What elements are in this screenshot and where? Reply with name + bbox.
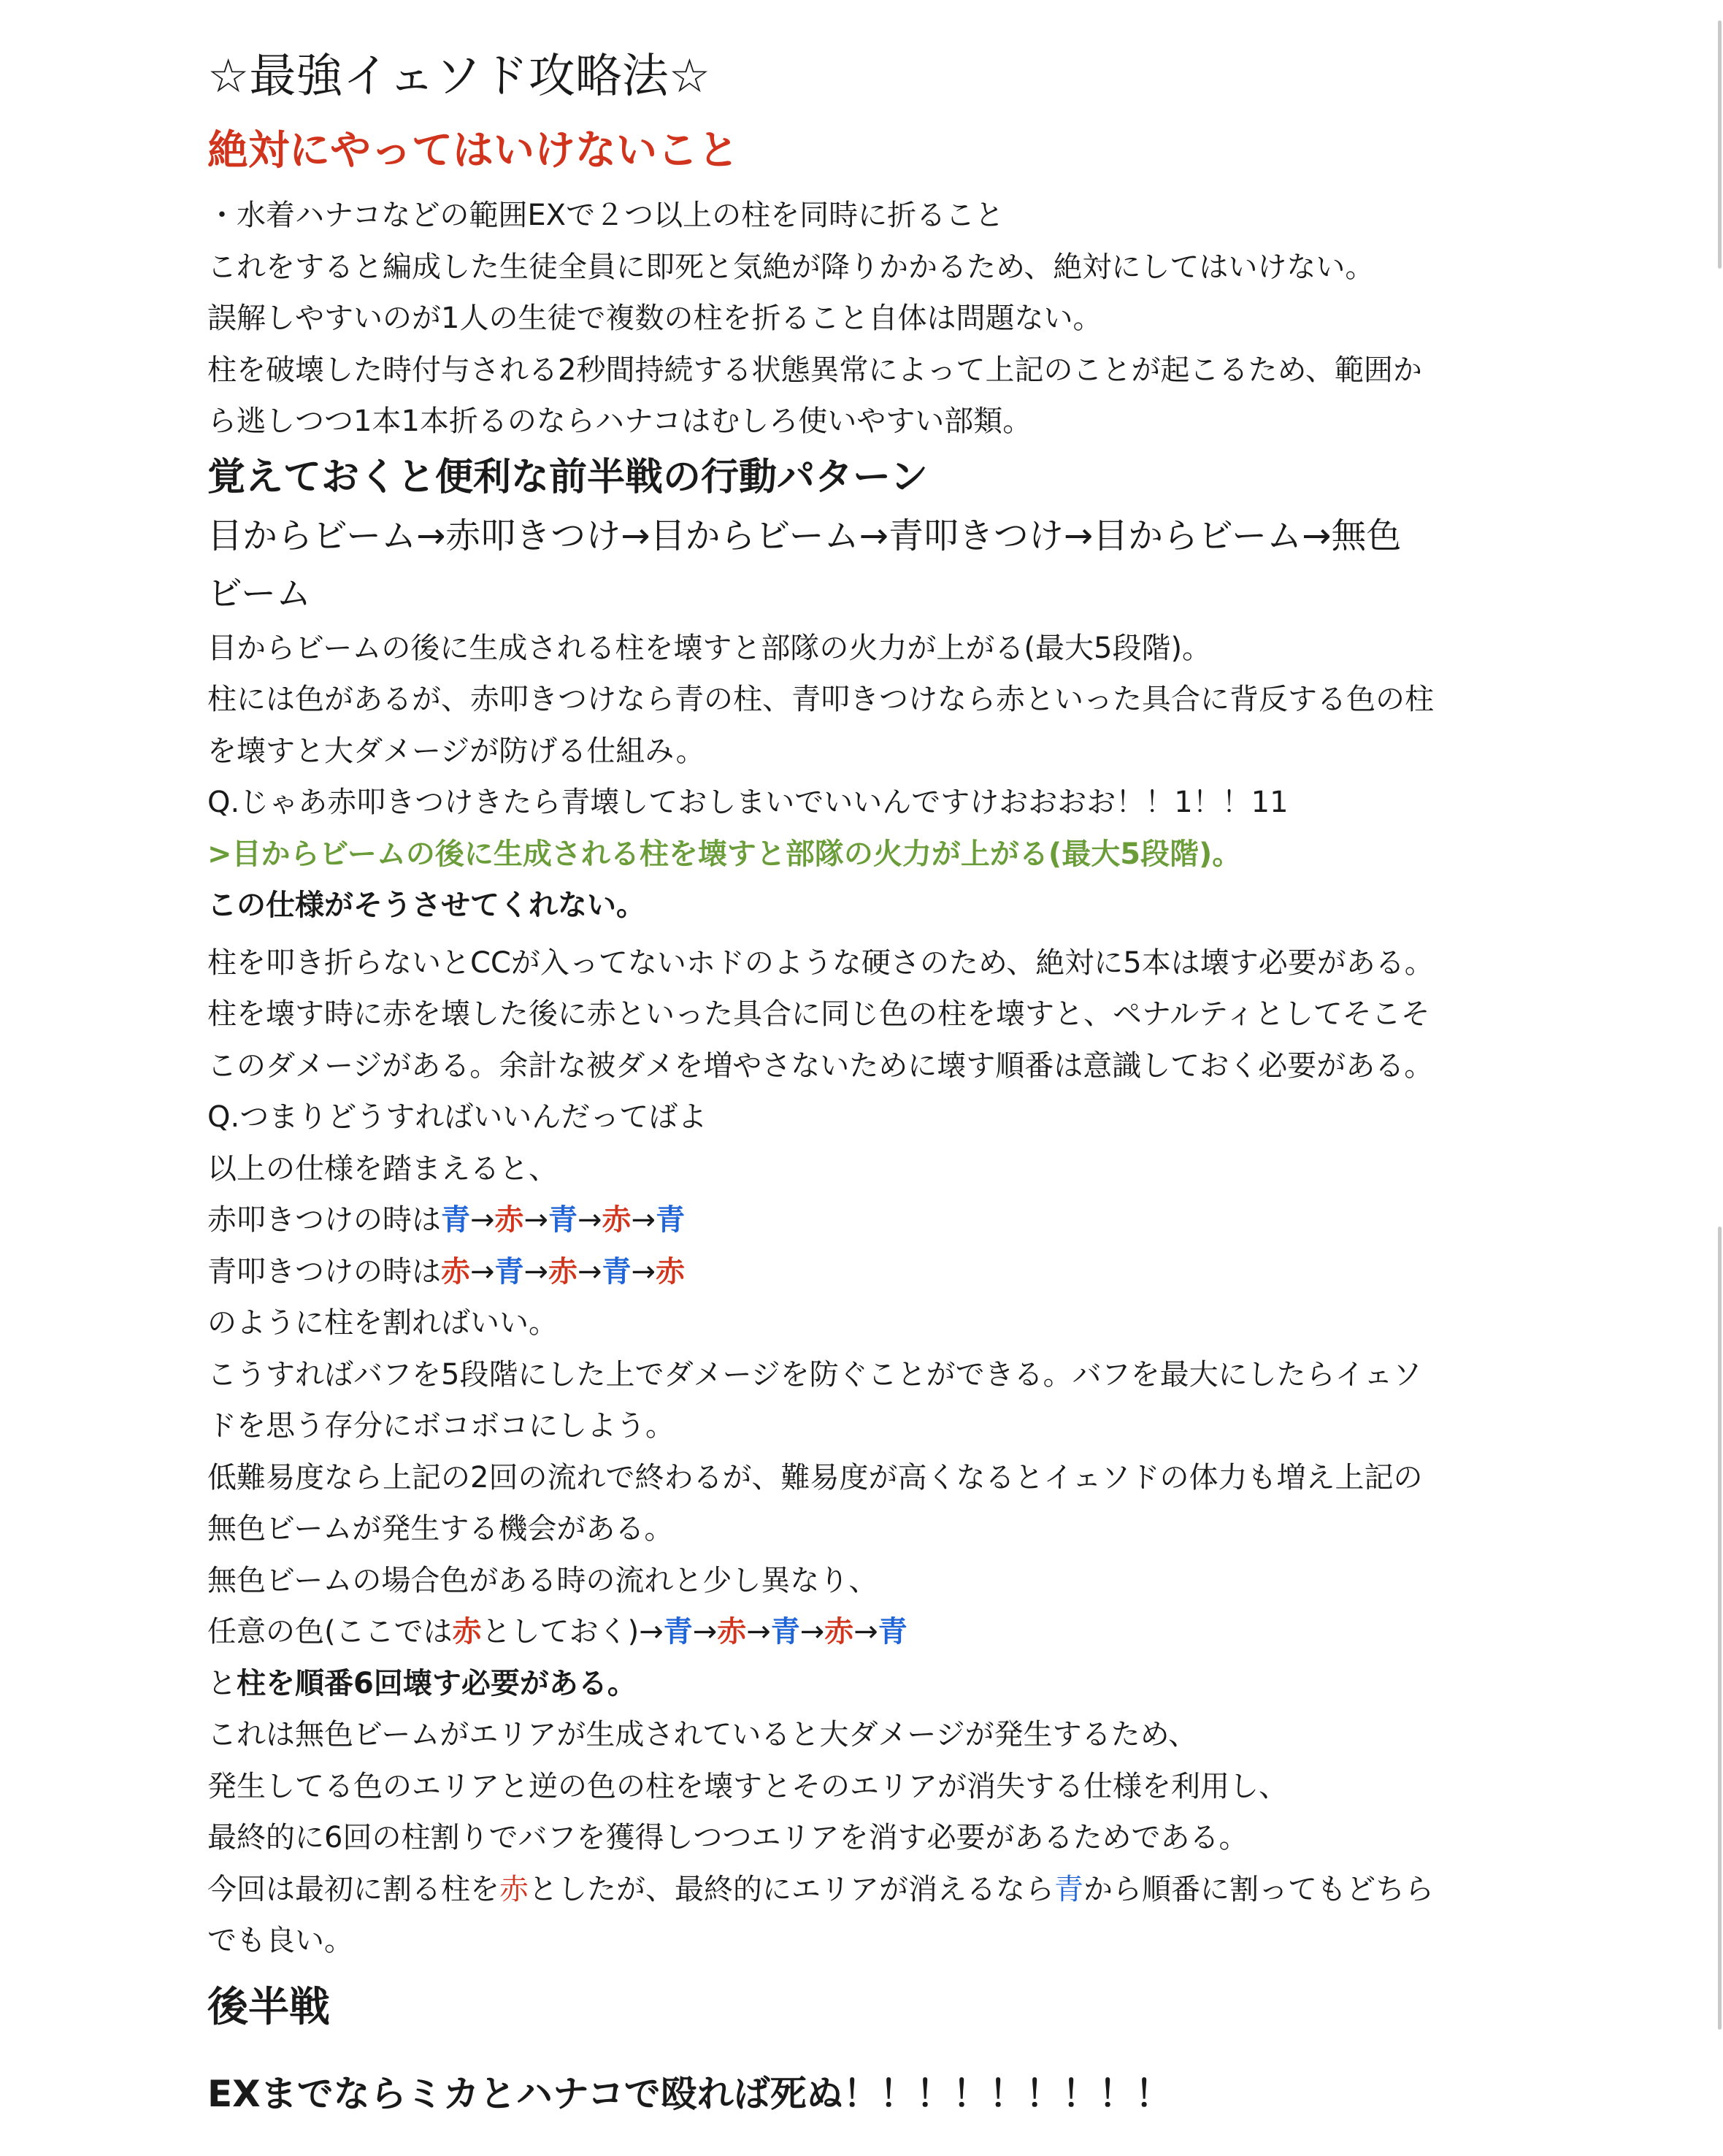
body-section-c: [207, 1297, 1521, 1606]
text-line: 発生してる色のエリアと逆の色の柱を壊すとそのエリアが消失する仕様を利用し、: [207, 1769, 1288, 1803]
requirement-prefix: と: [207, 1666, 237, 1700]
requirement-bold: 柱を順番6回壊す必要がある。: [237, 1666, 637, 1700]
pillar-blue: 青: [663, 1615, 693, 1649]
arrow: →: [631, 1254, 656, 1289]
arrow: →: [523, 1203, 549, 1237]
arrow: →: [523, 1254, 549, 1289]
article: [207, 41, 1521, 2139]
sequence-red-slam: [207, 1194, 1521, 1246]
quote-line: >目からビームの後に生成される柱を壊すと部隊の火力が上がる(最大5段階)。: [207, 837, 1242, 871]
late-game-heading: 後半戦: [207, 1983, 330, 2031]
pattern-heading: 覚えておくと便利な前半戦の行動パターン: [207, 455, 928, 499]
scrollbar-thumb[interactable]: [1718, 1227, 1722, 2030]
pillar-red: 赤: [656, 1254, 686, 1289]
pattern-line: 目からビーム→赤叩きつけ→目からビーム→青叩きつけ→目からビーム→無色: [207, 515, 1402, 556]
text-line: 誤解しやすいのが1人の生徒で複数の柱を折ること自体は問題ない。: [207, 302, 1102, 335]
pattern-line: ビーム: [207, 572, 312, 614]
arrow: →: [631, 1203, 656, 1237]
body-section-a: [207, 623, 1521, 829]
pillar-red: 赤: [499, 1872, 529, 1906]
text-line: 以上の仕様を踏まえると、: [207, 1151, 558, 1186]
pattern-section: [207, 507, 1521, 623]
bold-requirement-line: [207, 1658, 1521, 1710]
text-line: を壊すと大ダメージが防げる仕組み。: [207, 734, 705, 768]
pillar-red: 赤: [452, 1615, 482, 1649]
text-line: 低難易度なら上記の2回の流れで終わるが、難易度が高くなるとイェソドの体力も増え上記の: [207, 1460, 1423, 1495]
text-line: Q.つまりどうすればいいんだってばよ: [207, 1100, 707, 1134]
pillar-blue: 青: [602, 1254, 632, 1289]
sequence-blue-slam: [207, 1246, 1521, 1298]
arrow: →: [746, 1615, 771, 1649]
pillar-blue: 青: [878, 1615, 907, 1649]
text-line: ドを思う存分にボコボコにしよう。: [207, 1409, 675, 1443]
pillar-blue: 青: [494, 1254, 524, 1289]
spacer: [207, 932, 1521, 937]
text-line: のように柱を割ればいい。: [207, 1306, 558, 1340]
text-line: これは無色ビームがエリアが生成されていると大ダメージが発生するため、: [207, 1718, 1197, 1752]
sequence-prefix: 青叩きつけの時は: [207, 1254, 441, 1289]
text-line: ら逃しつつ1本1本折るのならハナコはむしろ使いやすい部類。: [207, 404, 1032, 438]
pillar-red: 赤: [602, 1203, 632, 1237]
pillar-red: 赤: [441, 1254, 470, 1289]
bold-line: この仕様がそうさせてくれない。: [207, 889, 645, 922]
text-line: Q.じゃあ赤叩きつけきたら青壊しておしまいでいいんですけおおおお！！1！！11: [207, 786, 1289, 819]
arrow: →: [853, 1615, 878, 1649]
text-line: 無色ビームが発生する機会がある。: [207, 1512, 674, 1546]
pillar-red: 赤: [717, 1615, 747, 1649]
last-paragraph-line: [207, 1864, 1521, 1916]
final-line: EXまでならミカとハナコで殴れば死ぬ！！！！！！！！！: [207, 2072, 1172, 2115]
text-line: こうすればバフを5段階にした上でダメージを防ぐことができる。バフを最大にしたらイェソ: [207, 1357, 1422, 1392]
arrow: →: [470, 1203, 495, 1237]
sequence-colorless: [207, 1606, 1521, 1658]
scrollbar-track-segment: [1718, 20, 1722, 269]
warning-heading: 絶対にやってはいけないこと: [207, 127, 739, 174]
text-line: 無色ビームの場合色がある時の流れと少し異なり、: [207, 1563, 878, 1597]
page-title: ☆最強イェソド攻略法☆: [207, 50, 711, 104]
arrow: →: [577, 1254, 602, 1289]
text-line: 最終的に6回の柱割りでバフを獲得しつつエリアを消す必要があるためである。: [207, 1821, 1248, 1854]
text-line: 柱を壊す時に赤を壊した後に赤といった具合に同じ色の柱を壊すと、ペナルティとしてそこそ: [207, 997, 1430, 1031]
pillar-red: 赤: [824, 1615, 854, 1649]
pillar-blue: 青: [770, 1615, 800, 1649]
pillar-blue: 青: [1054, 1872, 1083, 1906]
sequence-prefix: 任意の色(ここでは: [207, 1615, 453, 1649]
pillar-blue: 青: [548, 1203, 578, 1237]
text-line: このダメージがある。余計な被ダメを増やさないために壊す順番は意識しておく必要がある。: [207, 1048, 1434, 1083]
pillar-red: 赤: [494, 1203, 524, 1237]
text-line: 目からビームの後に生成される柱を壊すと部隊の火力が上がる(最大5段階)。: [207, 631, 1212, 665]
text-line: 柱には色があるが、赤叩きつけなら青の柱、青叩きつけなら赤といった具合に背反する色の柱: [207, 683, 1434, 716]
arrow: →: [799, 1615, 825, 1649]
arrow: →: [692, 1615, 718, 1649]
pillar-blue: 青: [441, 1203, 470, 1237]
text-line: これをすると編成した生徒全員に即死と気絶が降りかかるため、絶対にしてはいけない。: [207, 250, 1375, 284]
text-line: でも良い。: [207, 1924, 353, 1957]
warning-section: [207, 190, 1521, 448]
text-span: 今回は最初に割る柱を: [207, 1872, 499, 1906]
text-line: 柱を破壊した時付与される2秒間持続する状態異常によって上記のことが起こるため、範囲か: [207, 353, 1422, 387]
sequence-suffix: としておく)→: [481, 1615, 664, 1649]
arrow: →: [577, 1203, 602, 1237]
body-section-b: [207, 937, 1521, 1195]
text-span: としたが、最終的にエリアが消えるなら: [529, 1872, 1054, 1906]
text-span: から順番に割ってもどちら: [1083, 1872, 1434, 1906]
pillar-red: 赤: [548, 1254, 578, 1289]
pillar-blue: 青: [656, 1203, 686, 1237]
body-section-d: [207, 1709, 1521, 1864]
scrollbar[interactable]: [1714, 0, 1723, 2156]
sequence-prefix: 赤叩きつけの時は: [207, 1203, 441, 1237]
text-line: 柱を叩き折らないとCCが入ってないホドのような硬さのため、絶対に5本は壊す必要がある。: [207, 945, 1434, 980]
text-line: ・水着ハナコなどの範囲EXで２つ以上の柱を同時に折ること: [207, 199, 1005, 232]
arrow: →: [470, 1254, 495, 1289]
